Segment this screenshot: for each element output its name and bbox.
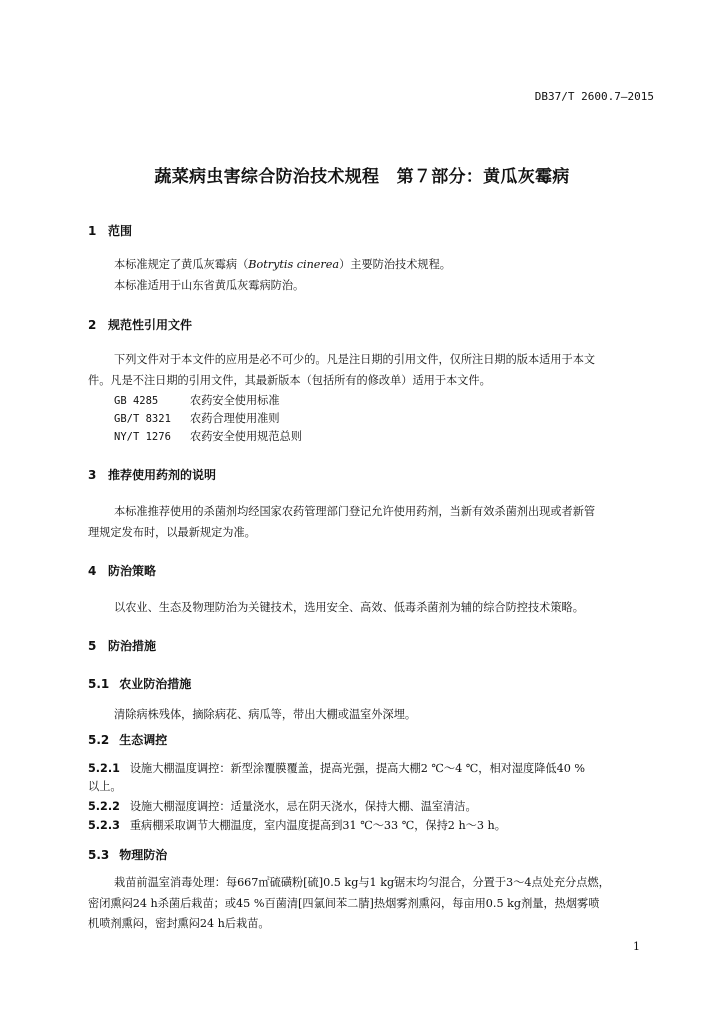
section-2-line-1: 下列文件对于本文件的应用是必不可少的。凡是注日期的引用文件，仅所注日期的版本适用于本文	[114, 353, 596, 366]
subsection-title: 物理防治	[119, 848, 168, 862]
subsection-number: 5.2	[88, 733, 110, 747]
page-title: 蔬菜病虫害综合防治技术规程 第７部分：黄瓜灰霉病	[154, 167, 570, 187]
subsection-title: 生态调控	[119, 733, 168, 747]
standard-number: DB37/T 2600.7—2015	[534, 90, 654, 103]
subsection-5-3-line-2: 密闭熏闷24 h杀菌后栽苗；或45 %百菌清[四氯间苯二腈]热烟雾剂熏闷，每亩用0.5 kg剂量，热烟雾喷	[88, 897, 600, 910]
text-part: 本标准规定了黄瓜灰霉病（	[114, 258, 249, 271]
subsection-title: 农业防治措施	[119, 677, 192, 691]
section-4-heading	[88, 562, 156, 579]
subsection-number: 5.3	[88, 848, 110, 862]
section-number: 4	[88, 564, 97, 578]
section-2-line-2: 件。凡是不注日期的引用文件，其最新版本（包括所有的修改单）适用于本文件。	[88, 374, 491, 387]
item-text: 重病棚采取调节大棚温度，室内温度提高到31 ℃～33 ℃，保持2 h～3 h。	[129, 819, 506, 832]
section-number: 1	[88, 224, 97, 238]
latin-name: Botrytis cinerea	[248, 258, 340, 271]
reference-name: 农药合理使用准则	[190, 412, 280, 425]
section-1-paragraph-2: 本标准适用于山东省黄瓜灰霉病防治。	[114, 279, 305, 292]
section-number: 3	[88, 468, 97, 482]
subsection-5-1-heading	[88, 675, 191, 692]
section-title: 推荐使用药剂的说明	[108, 468, 217, 482]
section-1-heading	[88, 222, 132, 239]
item-5-2-2	[88, 798, 477, 814]
item-text: 设施大棚湿度调控：适量浇水，忌在阴天浇水，保持大棚、温室清洁。	[129, 800, 477, 813]
reference-code: GB 4285	[114, 395, 159, 407]
section-2-heading	[88, 316, 192, 333]
item-5-2-3	[88, 817, 506, 833]
subsection-5-3-heading	[88, 846, 167, 863]
section-title: 范围	[108, 224, 133, 238]
item-5-2-1-line-2: 以上。	[88, 780, 122, 793]
section-title: 规范性引用文件	[108, 318, 193, 332]
item-5-2-1-line-1	[88, 760, 585, 776]
subsection-5-3-line-1: 栽苗前温室消毒处理：每667㎡硫磺粉[硫]0.5 kg与1 kg锯末均匀混合，分置于3～4点处充分点燃，	[114, 876, 610, 889]
subsection-5-3-line-3: 机喷剂熏闷，密封熏闷24 h后栽苗。	[88, 917, 270, 930]
subsection-5-1-text: 清除病株残体，摘除病花、病瓜等，带出大棚或温室外深埋。	[114, 708, 417, 721]
subsection-5-2-heading	[88, 731, 167, 748]
reference-name: 农药安全使用标准	[190, 394, 280, 407]
reference-item	[114, 410, 280, 426]
section-3-heading	[88, 466, 216, 483]
subsection-number: 5.1	[88, 677, 110, 691]
section-number: 2	[88, 318, 97, 332]
section-title: 防治策略	[108, 564, 157, 578]
item-number: 5.2.2	[88, 800, 120, 813]
item-number: 5.2.1	[88, 762, 120, 775]
text-part: ）主要防治技术规程。	[339, 258, 451, 271]
section-title: 防治措施	[108, 639, 157, 653]
section-1-paragraph-1	[114, 256, 451, 272]
page-number: 1	[633, 940, 640, 953]
section-5-heading	[88, 637, 156, 654]
reference-code: GB/T 8321	[114, 413, 171, 425]
section-4-line-1: 以农业、生态及物理防治为关键技术，选用安全、高效、低毒杀菌剂为辅的综合防控技术策略。	[114, 601, 584, 614]
section-number: 5	[88, 639, 97, 653]
reference-name: 农药安全使用规范总则	[190, 430, 302, 443]
reference-code: NY/T 1276	[114, 431, 171, 443]
reference-item	[114, 392, 280, 408]
reference-item	[114, 428, 302, 444]
section-3-line-1: 本标准推荐使用的杀菌剂均经国家农药管理部门登记允许使用药剂，当新有效杀菌剂出现或者新管	[114, 505, 596, 518]
section-3-line-2: 理规定发布时，以最新规定为准。	[88, 526, 256, 539]
item-text: 设施大棚温度调控：新型涂覆膜覆盖，提高光强，提高大棚2 ℃～4 ℃，相对湿度降低40 %	[129, 762, 586, 775]
item-number: 5.2.3	[88, 819, 120, 832]
